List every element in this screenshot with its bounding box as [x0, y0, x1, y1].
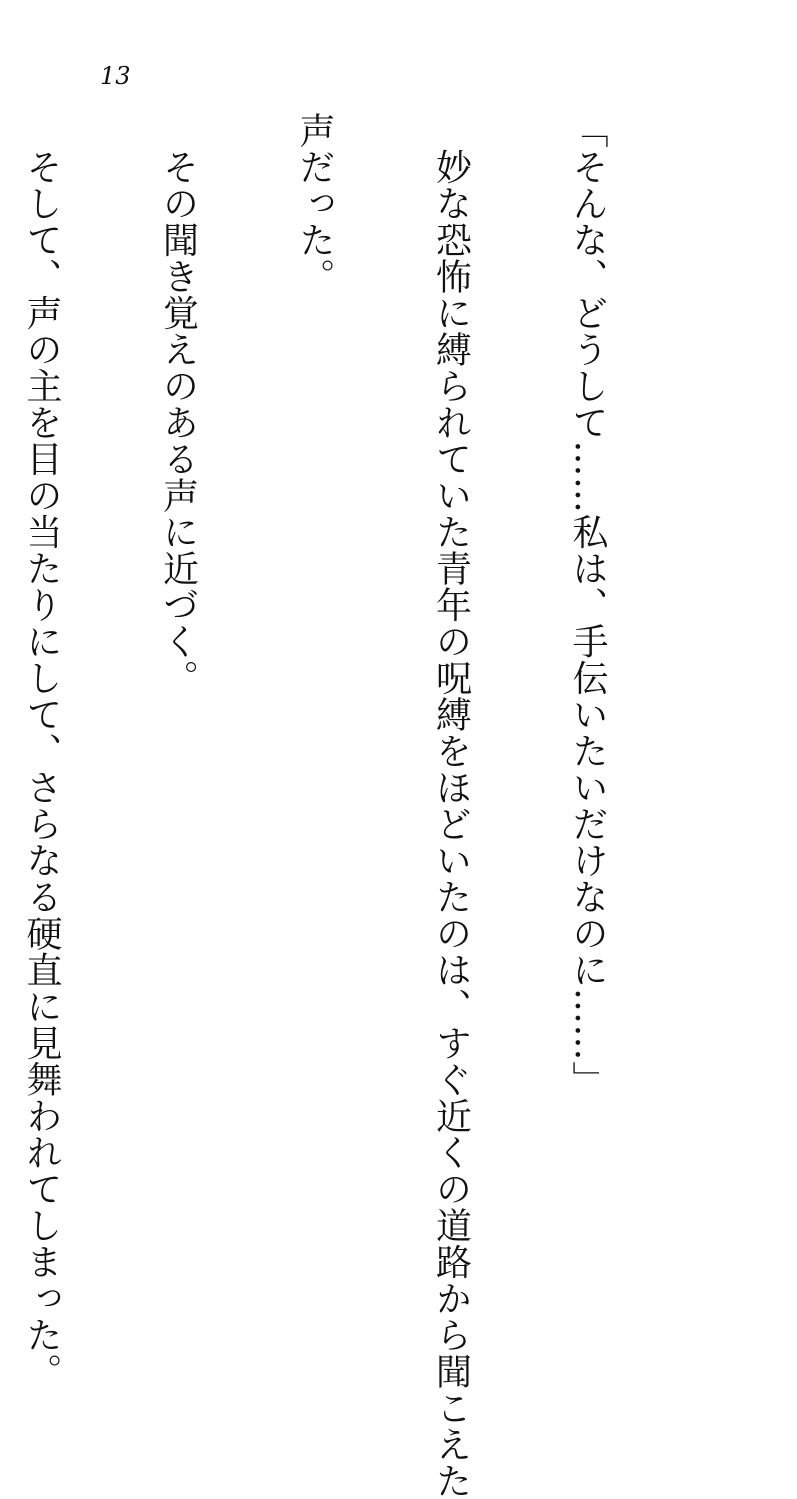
text-line: 妙な恐怖に縛られていた青年の呪縛をほどいたのは、すぐ近くの道路から聞こえた — [430, 112, 472, 1499]
vertical-text-body — [0, 112, 701, 1499]
text-line: そして、声の主を目の当たりにして、さらなる硬直に見舞われてしまった。 — [21, 112, 62, 1390]
text-line: 声だった。 — [294, 112, 335, 295]
text-line: その聞き覚えのある声に近づく。 — [157, 112, 199, 696]
page-number: 13 — [100, 62, 131, 90]
text-line: 「そんな、どうして……私は、手伝いたいだけなのに……」 — [567, 112, 608, 1098]
